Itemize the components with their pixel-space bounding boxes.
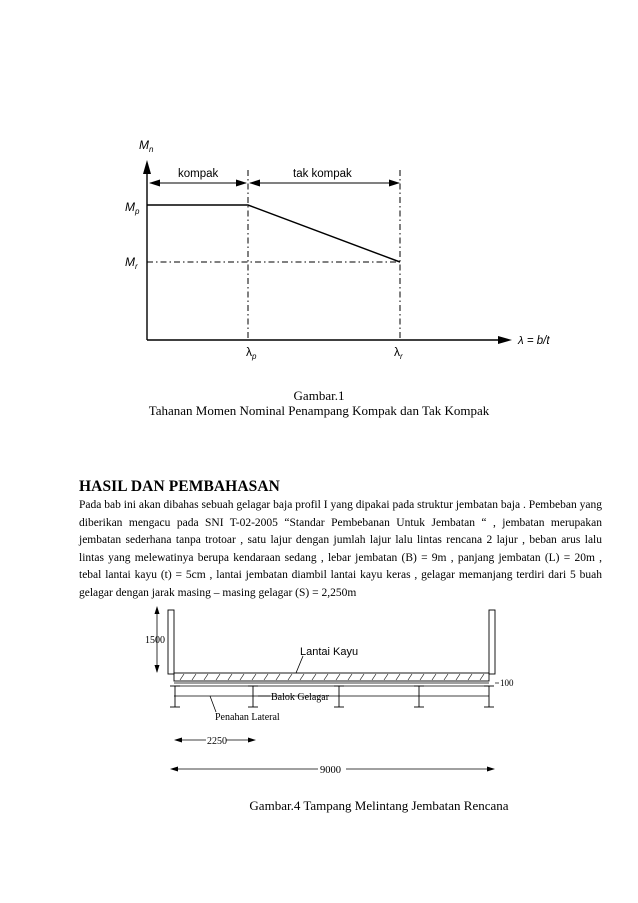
figure4-caption: Gambar.4 Tampang Melintang Jembatan Rencana (249, 798, 509, 813)
mp-label: $M_p$ (125, 200, 140, 216)
figure1-caption-number: Gambar.1 (293, 388, 345, 403)
girders (170, 686, 494, 707)
lambda-p-label: $\lambda_p$ (246, 345, 257, 361)
deck-thickness-label: 100 (500, 678, 514, 688)
girder-4 (414, 686, 424, 707)
wooden-deck (174, 673, 489, 681)
height-dimension-label: 1500 (145, 635, 165, 646)
bracing-label: Penahan Lateral (215, 712, 280, 723)
height-arrow-bottom (155, 665, 160, 673)
bracing-leader-line (210, 696, 216, 712)
zone-label-tak-kompak: tak kompak (293, 168, 352, 180)
mr-label: $M_r$ (125, 255, 138, 271)
girder-2 (248, 686, 258, 707)
y-axis-label: $M_n$ (139, 138, 154, 154)
width-arrow-left (170, 767, 178, 772)
lambda-r-label: $\lambda_r$ (394, 345, 403, 361)
x-axis-label: λ = b/t (518, 335, 550, 347)
zone-label-kompak: kompak (178, 168, 219, 180)
girder-label: Balok Gelagar (271, 692, 330, 703)
girder-5 (484, 686, 494, 707)
width-arrow-right (487, 767, 495, 772)
spacing-arrow-left (174, 738, 182, 743)
right-railing-post (489, 610, 495, 674)
deck-hatch (180, 674, 484, 680)
spacing-dimension-label: 2250 (207, 736, 227, 747)
spacing-arrow-right (248, 738, 256, 743)
girder-3 (334, 686, 344, 707)
height-arrow-top (155, 606, 160, 614)
deck-leader-line (296, 656, 303, 673)
figure1-caption-title: Tahanan Momen Nominal Penampang Kompak dan Tak Kompak (148, 403, 490, 418)
section-heading: HASIL DAN PEMBAHASAN (79, 478, 280, 495)
girder-1 (170, 686, 180, 707)
width-dimension-label: 9000 (320, 765, 341, 776)
deck-label: Lantai Kayu (300, 646, 359, 658)
section-paragraph: Pada bab ini akan dibahas sebuah gelagar baja profil I yang dipakai pada struktur jembatan baja . Pembeban yang diberikan mengacu pada SNI T-02-2005 “Standar Pembebanan Untuk Jembatan “ , jembatan merupakan jembatan sederhana tanpa trotoar , satu lajur dengan jumlah lajur lalu lintas rencana 2 lajur , beban arus lalu lintas yang melewatinya berupa kendaraan sedang , lebar jembatan (B) = 9m , panjang jembatan (L) = 20m , tebal lantai kayu (t) = 5cm , lantai jembatan diambil lantai kayu keras , gelagar memanjang terdiri dari 5 buah gelagar dengan jarak masing – masing gelagar (S) = 2,250m (79, 499, 602, 599)
left-railing-post (168, 610, 174, 674)
